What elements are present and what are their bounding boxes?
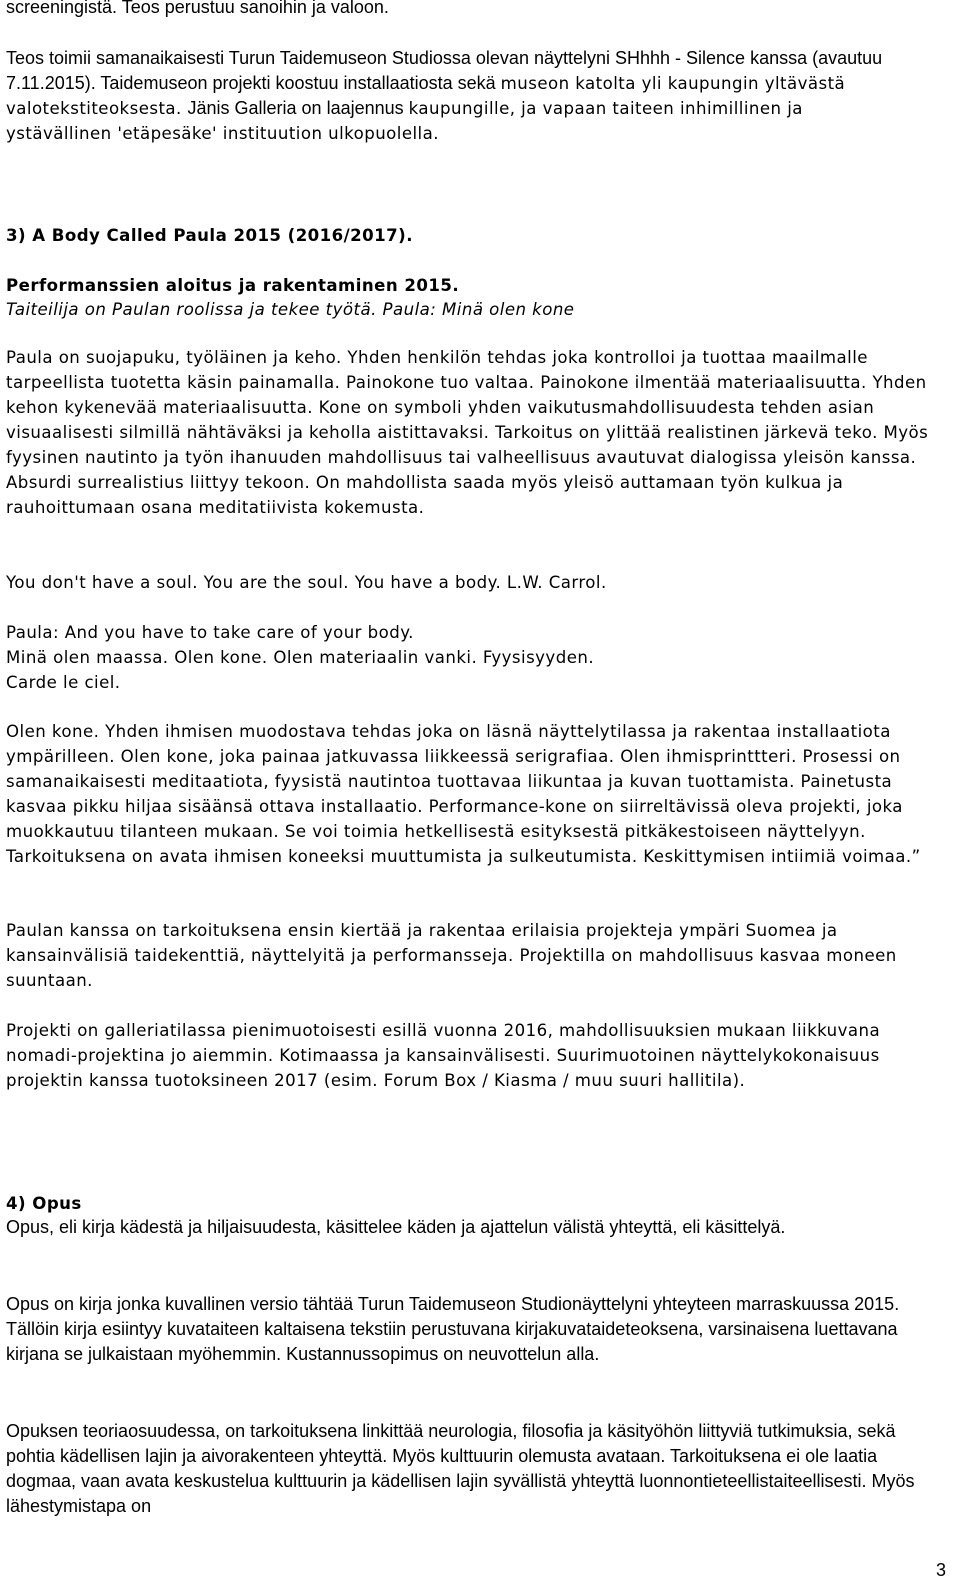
opus-paragraph-2: Opus on kirja jonka kuvallinen versio tähtää Turun Taidemuseon Studionäyttelyni yhteyteen marraskuussa 2015. Tällöin kirja esiintyy kuvataiteen kaltaisena tekstiin perustuvana kirjakuvataideteoksena, varsinaisena luettavana kirjana se julkaistaan myöhemmin. Kustannussopimus on neuvottelun alla. <box>6 1294 900 1364</box>
quote-line: You don't have a soul. You are the soul. You have a body. L.W. Carrol. <box>6 573 607 592</box>
italic-line-a: Taiteilija on Paulan roolissa ja tekee työtä. <box>6 300 377 319</box>
exhibition-text-b: museon katolta yli kaupungin yltävästä valotekstiteoksesta. <box>6 74 846 118</box>
opus-paragraph-1: Opus, eli kirja kädestä ja hiljaisuudesta, käsittelee käden ja ajattelun välistä yhteyttä, eli käsittelyä. <box>6 1217 786 1237</box>
paragraph-intro: screeningistä. Teos perustuu sanoihin ja valoon. <box>6 0 389 17</box>
paula-line-2: Minä olen maassa. Olen kone. Olen materiaalin vanki. Fyysisyyden. <box>6 648 595 667</box>
paragraph-projekti: Projekti on galleriatilassa pienimuotoisesti esillä vuonna 2016, mahdollisuuksien mukaan liikkuvana nomadi-projektina jo aiemmin. Kotimaassa ja kansainvälisesti. Suurimuotoinen näyttelykokonaisuus projektin kanssa tuotoksineen 2017 (esim. Forum Box / Kiasma / muu suuri hallitila). <box>6 1021 881 1090</box>
italic-line <box>6 297 574 322</box>
italic-line-b: Paula: Minä olen kone <box>382 300 575 319</box>
paragraph-paula: Paula on suojapuku, työläinen ja keho. Yhden henkilön tehdas joka kontrolloi ja tuottaa maailmalle tarpeellista tuotetta käsin painamalla. Painokone tuo valtaa. Painokone ilmentää materiaalisuutta. Yhden kehon kykenevää materiaalisuutta. Kone on symboli yhden vaikutusmahdollisuudesta tehden asian visuaalisesti silmillä nähtäväksi ja keholla aistittavaksi. Tarkoitus on ylittää realistinen järkevä teko. Myös fyysinen nautinto ja työn ihanuuden mahdollisuus tai valheellisuus avautuvat dialogissa yleisön kanssa. Absurdi surrealistius liittyy tekoon. On mahdollista saada myös yleisö auttamaan työn kulkua ja rauhoittumaan osana meditatiivista kokemusta. <box>6 348 929 517</box>
paragraph-exhibition <box>6 46 906 146</box>
paula-line-3: Carde le ciel. <box>6 673 121 692</box>
performance-heading: Performanssien aloitus ja rakentaminen 2015. <box>6 276 460 295</box>
paula-line-1: Paula: And you have to take care of your body. <box>6 623 414 642</box>
page-number: 3 <box>935 1560 946 1580</box>
exhibition-text-c: Jänis Galleria on laajennus <box>187 98 409 118</box>
section-4-heading: 4) Opus <box>6 1194 82 1213</box>
paragraph-olen-kone: Olen kone. Yhden ihmisen muodostava tehdas joka on läsnä näyttelytilassa ja rakentaa installaatiota ympärilleen. Olen kone, joka painaa jatkuvassa liikkeessä serigrafiaa. Olen ihmisprinttteri. Prosessi on samanaikaisesti meditaatiota, fyysistä nautintoa tuottavaa liikuntaa ja kuvan tuottamista. Painetusta kasvaa pikku hiljaa sisäänsä ottava installaatio. Performance-kone on siirreltävissä oleva projekti, joka muokkautuu tilanteen mukaan. Se voi toimia hetkellisestä esityksestä pitkäkestoiseen näyttelyyn. Tarkoituksena on avata ihmisen koneeksi muuttumista ja sulkeutumista. Keskittymisen intiimiä voimaa.” <box>6 722 921 866</box>
exhibition-text-d: kaupungille, ja vapaan taiteen inhimillinen ja ystävällinen 'etäpesäke' instituution ulkopuolella. <box>6 99 803 143</box>
opus-paragraph-3: Opuksen teoriaosuudessa, on tarkoituksena linkittää neurologia, filosofia ja käsityöhön liittyviä tutkimuksia, sekä pohtia kädellisen lajin ja aivorakenteen yhteyttä. Myös kulttuurin olemusta avataan. Tarkoituksena ei ole laatia dogmaa, vaan avata keskustelua kulttuurin ja kädellisen lajin syvällistä yhteyttä luonnontieteellistaiteellisesti. Myös lähestymistapa on <box>6 1421 915 1516</box>
exhibition-text-a: Teos toimii samanaikaisesti Turun Taidemuseon Studiossa olevan näyttelyni SHhhh - Silence kanssa (avautuu 7.11.2015). Taidemuseon projekti koostuu installaatiosta sekä <box>6 48 883 93</box>
paragraph-paulan-kanssa: Paulan kanssa on tarkoituksena ensin kiertää ja rakentaa erilaisia projekteja ympäri Suomea ja kansainvälisiä taidekenttiä, näyttelyitä ja performansseja. Projektilla on mahdollisuus kasvaa moneen suuntaan. <box>6 921 897 990</box>
section-3-heading: 3) A Body Called Paula 2015 (2016/2017). <box>6 226 413 245</box>
